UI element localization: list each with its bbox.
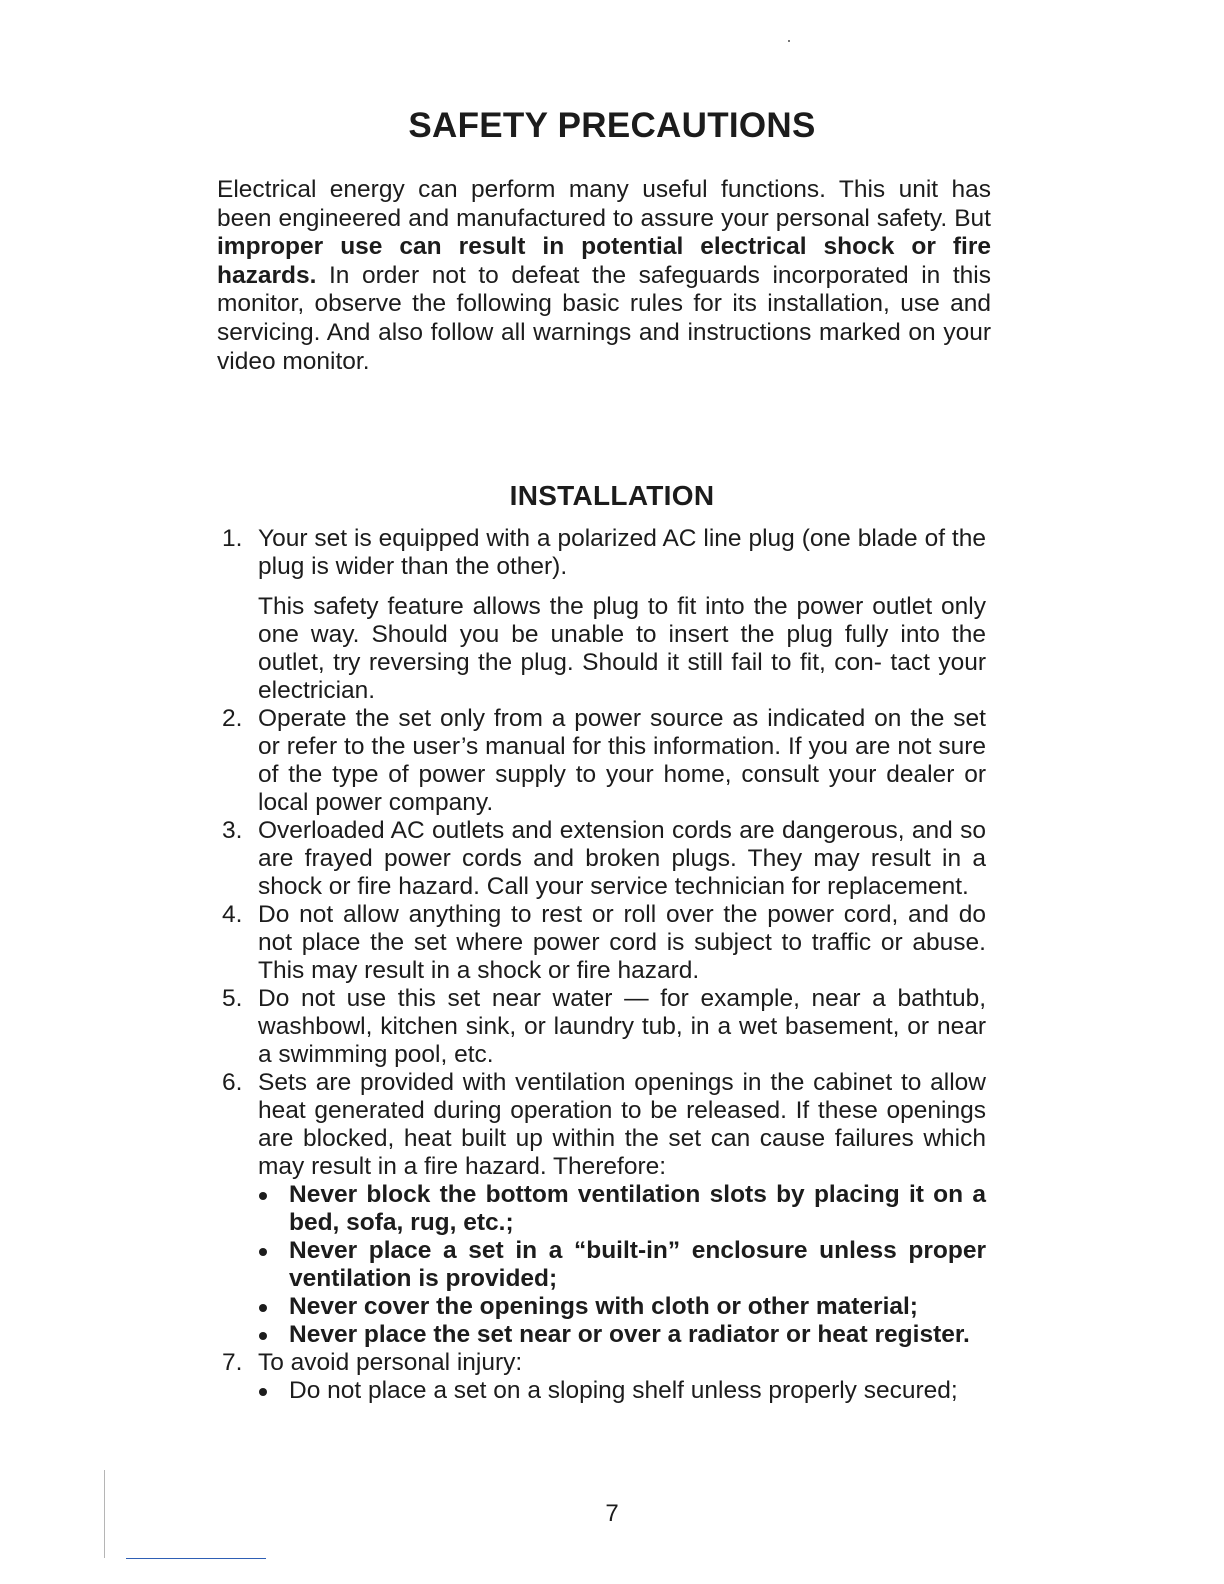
item-number: 2.	[222, 705, 243, 732]
item-subtext: This safety feature allows the plug to fit into the power outlet only one way. Should you be unable to insert the plug fully into the outlet, try reversing the plug. Should it still fail to fit, con- tact your electrician.	[258, 593, 986, 704]
bullet-text: Never place the set near or over a radiator or heat register.	[289, 1321, 970, 1348]
intro-text-start: Electrical energy can perform many useful functions. This unit has been engineered and manufactured to assure your personal safety. But	[217, 176, 991, 232]
scan-margin-line	[104, 1470, 105, 1558]
section-heading-installation: INSTALLATION	[509, 480, 715, 511]
item-text: Overloaded AC outlets and extension cords are dangerous, and so are frayed power cords and broken plugs. They may result in a shock or fire hazard. Call your service technician for replacement.	[258, 817, 986, 900]
bullet-dot-icon	[259, 1332, 267, 1340]
bullet-list	[258, 1377, 986, 1405]
list-item	[0, 1349, 986, 1405]
bullet-text: Never block the bottom ventilation slots by placing it on a bed, sofa, rug, etc.;	[289, 1181, 986, 1236]
bullet-text: Never place a set in a “built-in” enclosure unless proper ventilation is provided;	[289, 1237, 986, 1292]
item-number: 7.	[222, 1349, 243, 1376]
item-number: 5.	[222, 985, 243, 1012]
bullet-item	[258, 1321, 986, 1349]
bullet-dot-icon	[259, 1248, 267, 1256]
bullet-item	[258, 1293, 986, 1321]
bullet-dot-icon	[259, 1192, 267, 1200]
scan-bottom-line	[126, 1558, 266, 1559]
bullet-item	[258, 1377, 986, 1405]
item-text: Your set is equipped with a polarized AC line plug (one blade of the plug is wider than the other).	[258, 525, 986, 580]
list-item	[0, 817, 986, 901]
item-number: 3.	[222, 817, 243, 844]
bullet-dot-icon	[259, 1388, 267, 1396]
item-text: To avoid personal injury:	[258, 1349, 523, 1376]
list-item	[0, 525, 986, 705]
list-item	[0, 1069, 986, 1349]
page-title: SAFETY PRECAUTIONS	[408, 106, 816, 145]
item-text: Do not allow anything to rest or roll over the power cord, and do not place the set where power cord is subject to traffic or abuse. This may result in a shock or fire hazard.	[258, 901, 986, 984]
item-number: 1.	[222, 525, 243, 552]
list-item	[0, 985, 986, 1069]
installation-list	[0, 525, 1224, 1405]
bullet-item	[258, 1181, 986, 1237]
bullet-text: Never cover the openings with cloth or other material;	[289, 1293, 918, 1320]
item-text: Sets are provided with ventilation openings in the cabinet to allow heat generated during operation to be released. If these openings are blocked, heat built up within the set can cause failures which may result in a fire hazard. Therefore:	[258, 1069, 986, 1180]
scan-speck	[788, 40, 790, 42]
list-item	[0, 705, 986, 817]
item-text: Operate the set only from a power source as indicated on the set or refer to the user’s manual for this information. If you are not sure of the type of power supply to your home, consult your dealer or local power company.	[258, 705, 986, 816]
page-number: 7	[605, 1500, 619, 1527]
item-number: 6.	[222, 1069, 243, 1096]
intro-text-end: In order not to defeat the safeguards incorporated in this monitor, observe the following basic rules for its installation, use and servicing. And also follow all warnings and instructions marked on your video monitor.	[217, 261, 991, 375]
bullet-item	[258, 1237, 986, 1293]
intro-paragraph	[217, 176, 991, 376]
intro-bold-warning: improper use can result in potential electrical shock or fire hazards.	[217, 233, 991, 289]
item-text: Do not use this set near water — for example, near a bathtub, washbowl, kitchen sink, or laundry tub, in a wet basement, or near a swimming pool, etc.	[258, 985, 986, 1068]
bullet-dot-icon	[259, 1304, 267, 1312]
item-number: 4.	[222, 901, 243, 928]
bullet-list	[258, 1181, 986, 1349]
bullet-text: Do not place a set on a sloping shelf unless properly secured;	[289, 1377, 958, 1404]
list-item	[0, 901, 986, 985]
